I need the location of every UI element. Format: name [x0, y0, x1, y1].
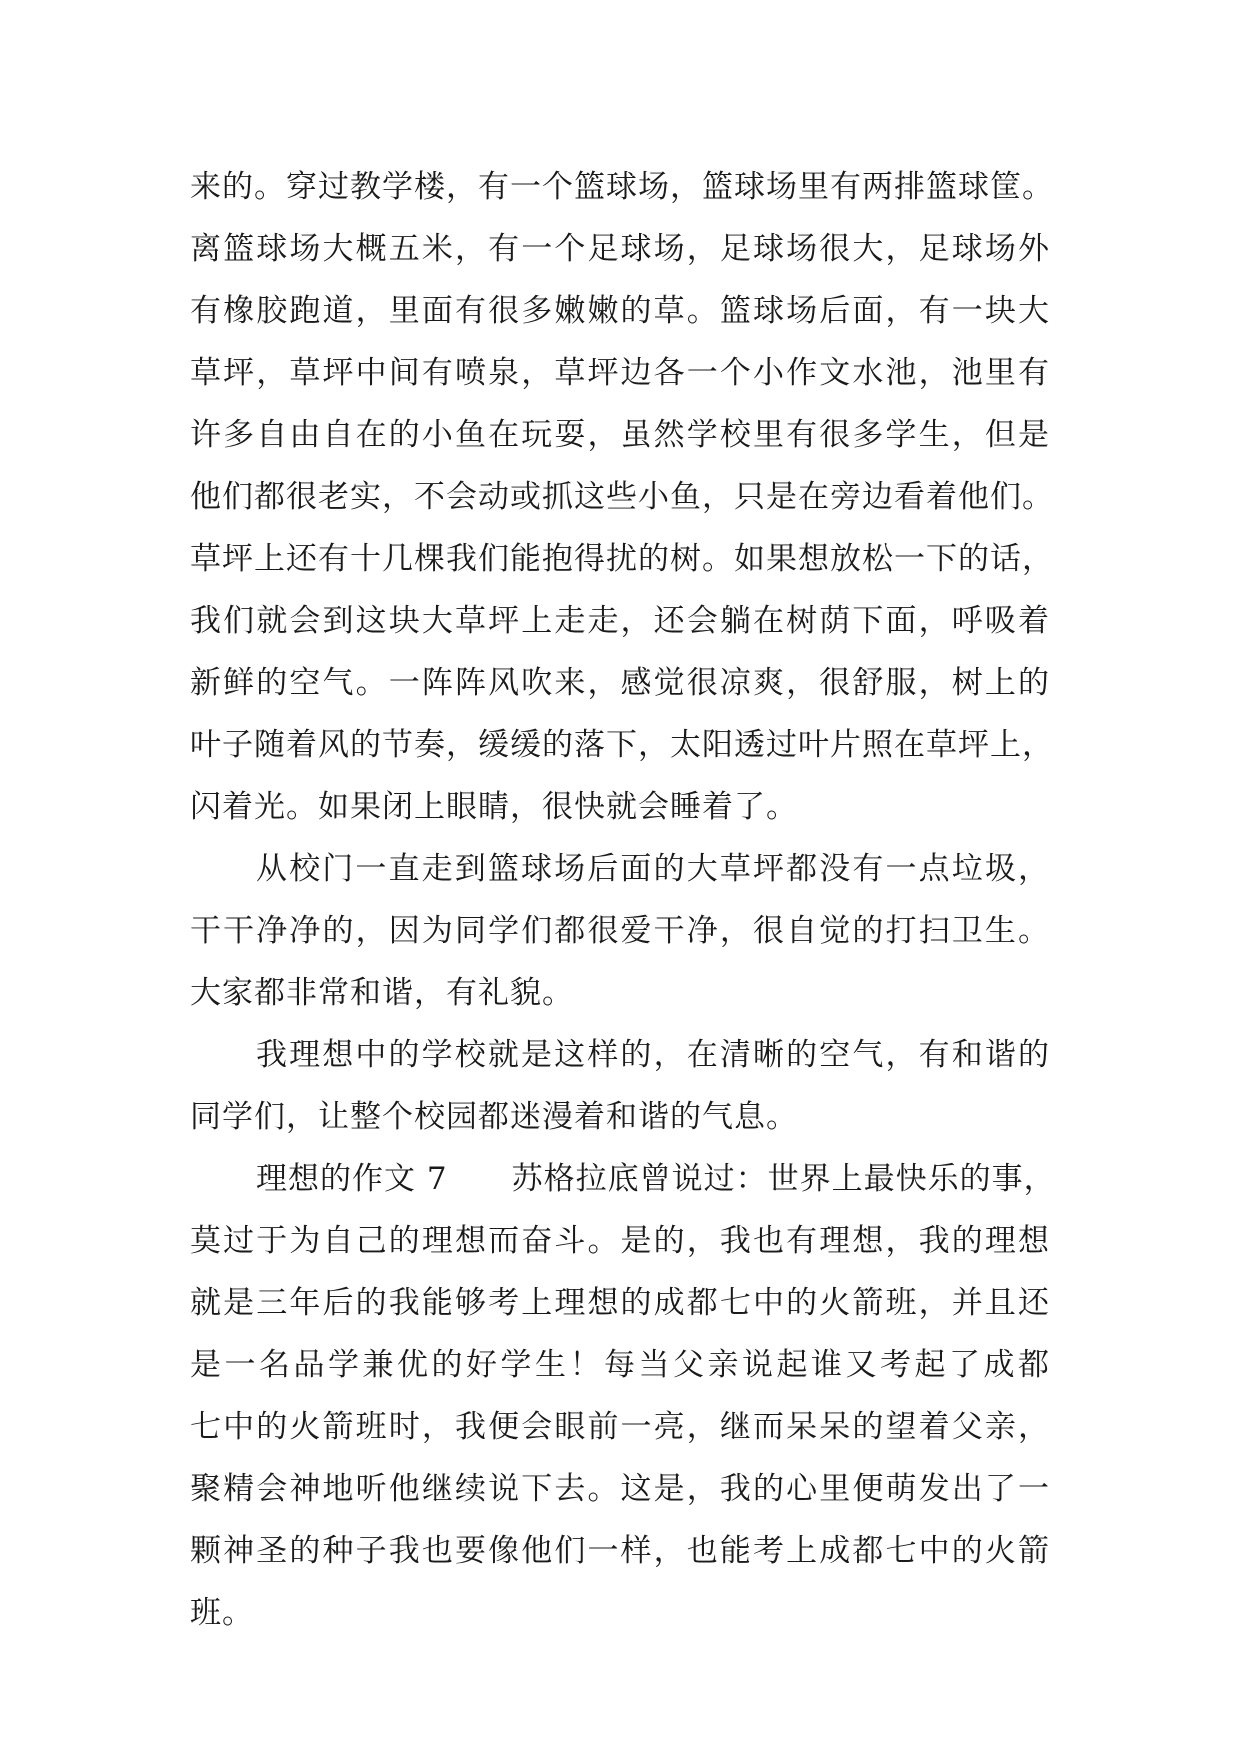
text-line: 草坪，草坪中间有喷泉，草坪边各一个小作文水池，池里有	[190, 355, 1050, 391]
text-line: 颗神圣的种子我也要像他们一样，也能考上成都七中的火箭	[190, 1533, 1050, 1569]
text-line: 他们都很老实，不会动或抓这些小鱼，只是在旁边看着他们。	[190, 479, 1054, 515]
text-line: 莫过于为自己的理想而奋斗。是的，我也有理想，我的理想	[190, 1223, 1050, 1259]
text-line: 许多自由自在的小鱼在玩耍，虽然学校里有很多学生，但是	[190, 417, 1050, 453]
document-body	[190, 156, 1056, 1644]
text-line: 叶子随着风的节奏，缓缓的落下，太阳透过叶片照在草坪上，	[190, 727, 1054, 763]
text-line: 聚精会神地听他继续说下去。这是，我的心里便萌发出了一	[190, 1471, 1050, 1507]
text-line: 同学们，让整个校园都迷漫着和谐的气息。	[190, 1099, 798, 1135]
text-line: 我理想中的学校就是这样的，在清晰的空气，有和谐的	[256, 1037, 1050, 1073]
text-line: 就是三年后的我能够考上理想的成都七中的火箭班，并且还	[190, 1285, 1050, 1321]
text-line: 班。	[190, 1595, 254, 1631]
text-line: 干干净净的，因为同学们都很爱干净，很自觉的打扫卫生。	[190, 913, 1050, 949]
text-line: 从校门一直走到篮球场后面的大草坪都没有一点垃圾，	[256, 851, 1050, 887]
text-line: 我们就会到这块大草坪上走走，还会躺在树荫下面，呼吸着	[190, 603, 1050, 639]
text-line: 大家都非常和谐，有礼貌。	[190, 975, 574, 1011]
text-line: 理想的作文 7 苏格拉底曾说过：世界上最快乐的事，	[256, 1161, 1056, 1197]
text-line: 闪着光。如果闭上眼睛，很快就会睡着了。	[190, 789, 798, 825]
text-line: 是一名品学兼优的好学生！每当父亲说起谁又考起了成都	[190, 1347, 1050, 1383]
text-line: 新鲜的空气。一阵阵风吹来，感觉很凉爽，很舒服，树上的	[190, 665, 1050, 701]
text-line: 有橡胶跑道，里面有很多嫩嫩的草。篮球场后面，有一块大	[190, 293, 1050, 329]
text-line: 来的。穿过教学楼，有一个篮球场，篮球场里有两排篮球筐。	[190, 169, 1054, 205]
text-line: 七中的火箭班时，我便会眼前一亮，继而呆呆的望着父亲，	[190, 1409, 1050, 1445]
text-line: 离篮球场大概五米，有一个足球场，足球场很大，足球场外	[190, 231, 1050, 267]
text-line: 草坪上还有十几棵我们能抱得扰的树。如果想放松一下的话，	[190, 541, 1054, 577]
